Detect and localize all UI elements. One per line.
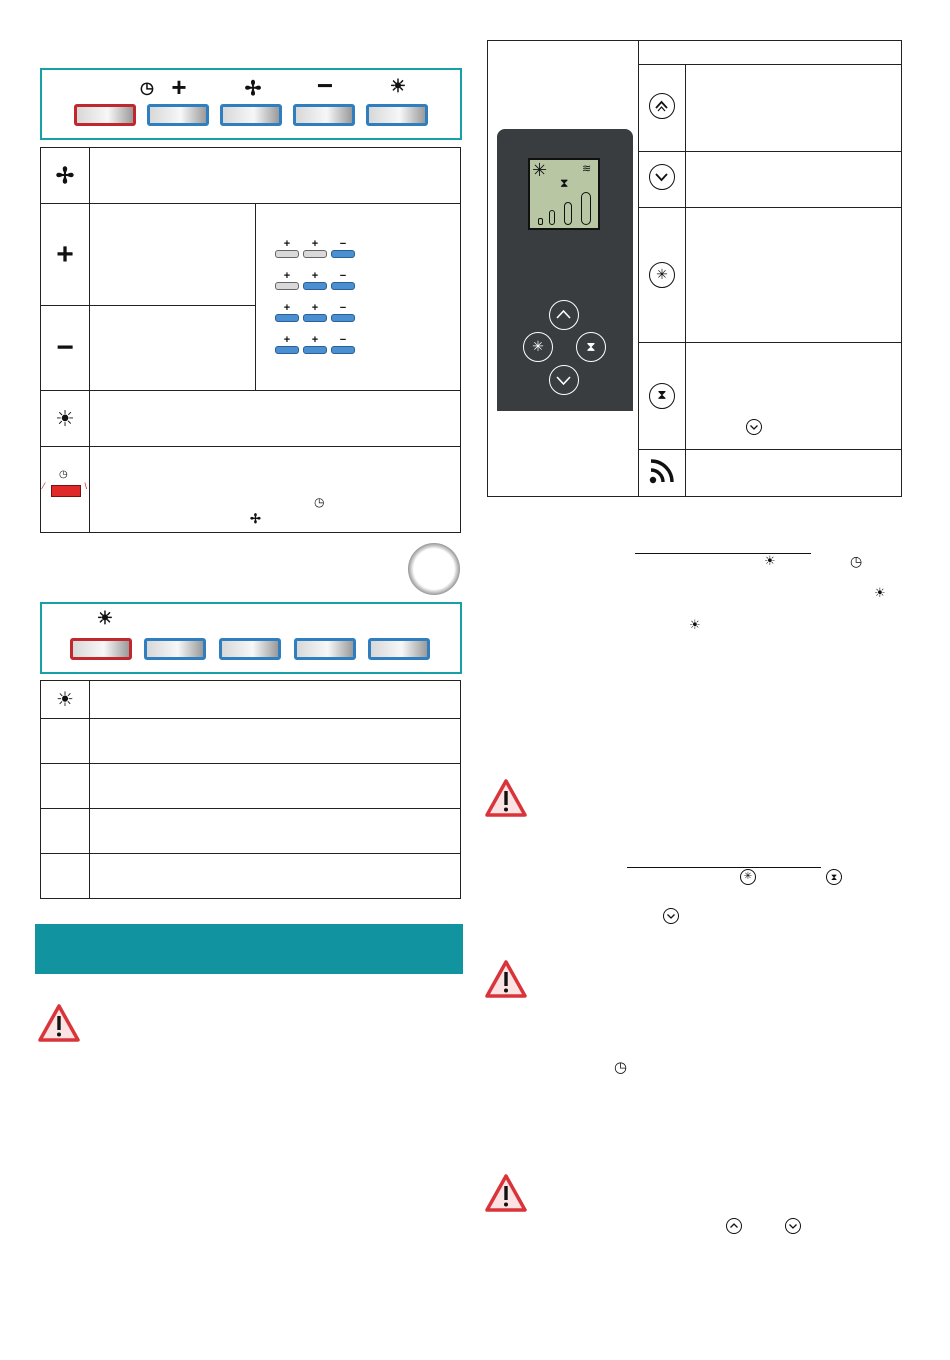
speed-3-key-a xyxy=(275,314,299,322)
timer-button-description xyxy=(686,343,902,450)
light-icon: ☀ xyxy=(56,689,74,711)
key-3[interactable] xyxy=(219,638,281,660)
plus-icon: + xyxy=(56,237,74,271)
remote-signal-description xyxy=(686,450,902,497)
control-panel-top xyxy=(40,68,462,140)
minus-key[interactable] xyxy=(293,104,355,126)
up-arrow-icon xyxy=(726,1218,742,1234)
control-device xyxy=(497,129,633,411)
lcd-speed-bar-1 xyxy=(538,218,543,225)
light-row-4 xyxy=(90,854,461,899)
light-icon: ☀ xyxy=(55,405,75,431)
speed-4-key-a xyxy=(275,346,299,354)
control-panel-light xyxy=(40,602,462,674)
fan-icon: ✢ xyxy=(249,511,261,526)
lcd-timer-icon: ⧗ xyxy=(560,176,569,190)
light-icon: ☀ xyxy=(96,608,114,628)
speed-1-key-c xyxy=(331,250,355,258)
blinking-timer-key-icon: ◷ ⁄ \ xyxy=(45,473,85,507)
timer-button-icon: ⧗ xyxy=(649,383,675,409)
lcd-speed-bar-3 xyxy=(564,202,572,225)
warning-icon xyxy=(485,779,527,817)
speed-2-key-b xyxy=(303,282,327,290)
speed-4-key-b xyxy=(303,346,327,354)
light-button-icon: ✳ xyxy=(740,869,756,885)
speed-1-key-b xyxy=(303,250,327,258)
light-row-text xyxy=(90,681,461,719)
device-timer-button[interactable]: ⧗ xyxy=(576,332,606,362)
underline-2 xyxy=(627,867,821,868)
device-table-header xyxy=(639,41,902,65)
device-light-button[interactable]: ✳ xyxy=(523,332,553,362)
light-icon: ☀ xyxy=(389,76,407,96)
timer-icon: ◷ xyxy=(850,553,863,569)
warning-icon xyxy=(38,1004,80,1042)
speed-3-key-c xyxy=(331,314,355,322)
light-row-3 xyxy=(90,809,461,854)
light-key[interactable] xyxy=(366,104,428,126)
lcd-display xyxy=(528,158,600,230)
timer-icon: ◷ xyxy=(313,495,325,509)
section-header-bar xyxy=(35,924,463,974)
speed-4-key-c xyxy=(331,346,355,354)
plus-key[interactable] xyxy=(147,104,209,126)
section-badge xyxy=(408,543,460,595)
light-icon: ☀ xyxy=(764,553,776,568)
timer-icon: ◷ xyxy=(140,80,154,97)
key-2[interactable] xyxy=(144,638,206,660)
minus-icon: − xyxy=(56,331,74,364)
light-table xyxy=(40,680,461,899)
down-arrow-icon xyxy=(746,419,762,435)
device-down-button[interactable] xyxy=(549,365,579,395)
light-row-1 xyxy=(90,719,461,764)
warning-icon xyxy=(485,960,527,998)
remote-signal-icon xyxy=(648,457,676,485)
light-row-2 xyxy=(90,764,461,809)
lcd-light-icon: ✳ xyxy=(532,160,548,180)
fan-icon: ✢ xyxy=(244,78,262,100)
fan-description xyxy=(89,148,460,204)
fan-icon: ✢ xyxy=(55,162,75,188)
speed-1-key-a xyxy=(275,250,299,258)
function-table-top xyxy=(40,147,461,533)
light-button-description xyxy=(686,208,902,343)
timer-description xyxy=(89,447,460,533)
lcd-speed-bar-2 xyxy=(549,210,555,225)
device-up-button[interactable] xyxy=(549,300,579,330)
minus-icon: − xyxy=(316,70,334,101)
light-description xyxy=(89,391,460,447)
minus-description xyxy=(89,306,255,391)
key-5[interactable] xyxy=(368,638,430,660)
speed-2-key-c xyxy=(331,282,355,290)
fan-key[interactable] xyxy=(220,104,282,126)
light-button-icon: ✳ xyxy=(649,262,675,288)
timer-icon: ◷ xyxy=(614,1059,628,1076)
light-key[interactable] xyxy=(70,638,132,660)
up-arrow-icon xyxy=(649,93,675,119)
speed-3-key-b xyxy=(303,314,327,322)
light-icon: ☀ xyxy=(689,617,701,632)
down-button-description xyxy=(686,152,902,208)
lcd-speed-bar-4 xyxy=(581,192,591,225)
up-button-description xyxy=(686,65,902,152)
plus-icon: + xyxy=(171,72,187,102)
light-icon: ☀ xyxy=(874,585,886,600)
plus-description xyxy=(89,204,255,306)
timer-button-icon: ⧗ xyxy=(826,869,842,885)
speed-2-key-a xyxy=(275,282,299,290)
lcd-signal-icon: ≋ xyxy=(582,163,592,175)
down-arrow-icon xyxy=(649,164,675,190)
speed-level-rows: + + − + + − + + − + + − xyxy=(263,238,373,358)
down-arrow-icon xyxy=(785,1218,801,1234)
down-arrow-icon xyxy=(663,908,679,924)
underline-1 xyxy=(635,553,811,554)
timer-key[interactable] xyxy=(74,104,136,126)
key-4[interactable] xyxy=(294,638,356,660)
warning-icon xyxy=(485,1174,527,1212)
